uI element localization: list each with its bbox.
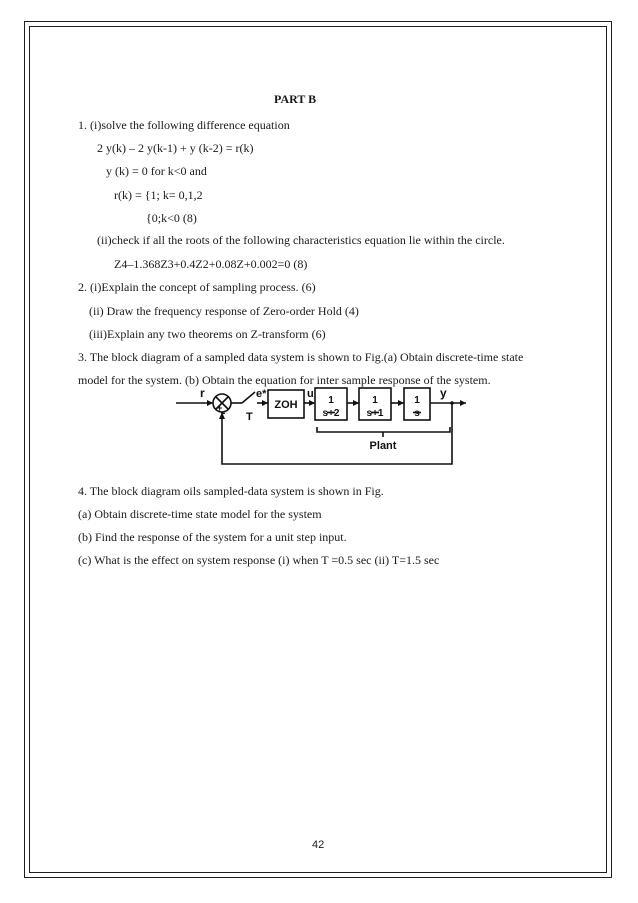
question-2-line-1: 2. (i)Explain the concept of sampling process. (6)	[78, 280, 316, 294]
question-1-equation-5: Z4–1.368Z3+0.4Z2+0.08Z+0.002=0 (8)	[114, 257, 308, 271]
question-4-line-3: (b) Find the response of the system for a unit step input.	[78, 530, 347, 544]
block-1-denominator: s+2	[322, 408, 340, 419]
sampled-signal-label: e*	[256, 388, 267, 400]
section-heading: PART B	[274, 92, 317, 106]
input-label: r	[200, 386, 205, 400]
question-2-line-2: (ii) Draw the frequency response of Zero-order Hold (4)	[89, 304, 359, 318]
block-diagram	[170, 382, 470, 470]
sum-plus-label: +	[217, 403, 223, 413]
question-3-line-2: model for the system. (b) Obtain the equation for inter sample response of the system.	[78, 373, 491, 387]
question-4-line-4: (c) What is the effect on system response (i) when T =0.5 sec (ii) T=1.5 sec	[78, 553, 440, 567]
question-1-equation-1: 2 y(k) – 2 y(k-1) + y (k-2) = r(k)	[97, 141, 254, 155]
question-3-line-1: 3. The block diagram of a sampled data system is shown to Fig.(a) Obtain discrete-time state	[78, 350, 524, 364]
question-4-line-2: (a) Obtain discrete-time state model for the system	[78, 507, 322, 521]
output-arrow	[460, 400, 466, 406]
sampling-period-label: T	[246, 411, 253, 423]
plant-brace	[317, 427, 450, 437]
page-number: 42	[312, 839, 325, 851]
question-1-line-1: 1. (i)solve the following difference equation	[78, 118, 290, 132]
question-4-line-1: 4. The block diagram oils sampled-data system is shown in Fig.	[78, 484, 384, 498]
plant-label: Plant	[369, 440, 397, 452]
block-3-denominator: s	[414, 408, 420, 419]
zoh-output-label: u	[307, 388, 314, 400]
question-2-line-3: (iii)Explain any two theorems on Z-transform (6)	[89, 327, 326, 341]
block-2-numerator: 1	[372, 395, 378, 406]
input-arrow	[207, 400, 213, 406]
zoh-label: ZOH	[274, 399, 298, 411]
output-label: y	[440, 386, 447, 400]
block-1-numerator: 1	[328, 395, 334, 406]
sum-minus-label: -	[222, 408, 226, 419]
question-1-equation-3: r(k) = {1; k= 0,1,2	[114, 188, 203, 202]
block-2-denominator: s+1	[366, 408, 384, 419]
block-3-numerator: 1	[414, 395, 420, 406]
question-1-equation-4: {0;k<0 (8)	[146, 211, 197, 225]
question-1-equation-2: y (k) = 0 for k<0 and	[106, 164, 207, 178]
sampler-switch	[242, 392, 255, 403]
question-1-part-2: (ii)check if all the roots of the following characteristics equation lie within the circle.	[97, 233, 505, 247]
